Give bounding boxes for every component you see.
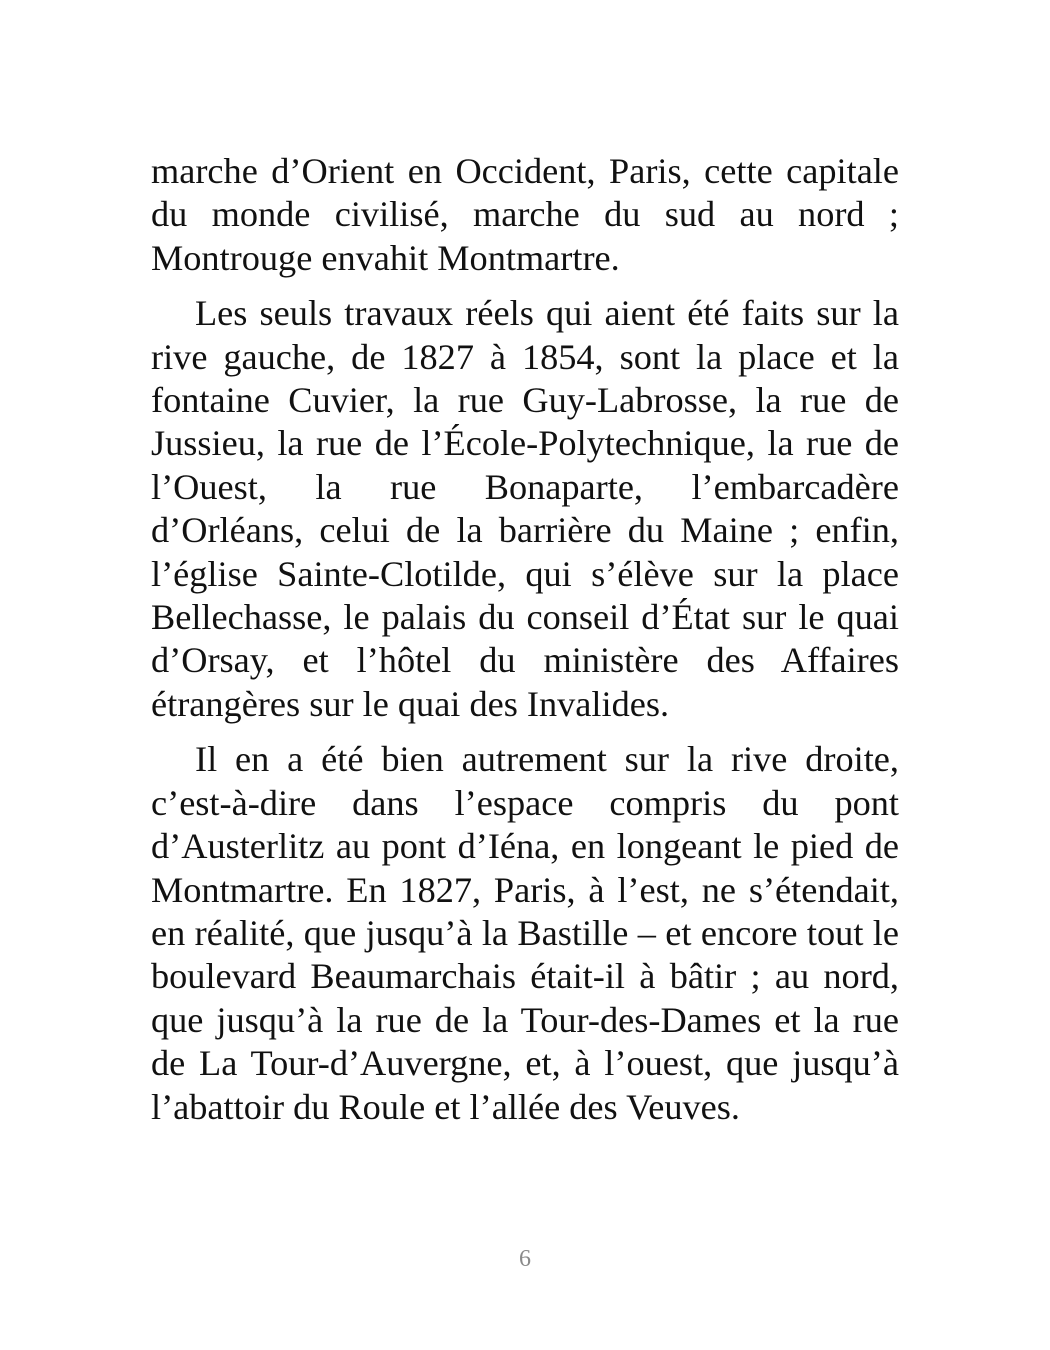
paragraph-continuation: marche d’Orient en Occident, Paris, cette capitale du monde civilisé, marche du sud au nord ; Montrouge envahit Montmartre. <box>151 151 899 278</box>
page-number: 6 <box>519 1246 531 1272</box>
paragraph-left-bank-works: Les seuls travaux réels qui aient été faits sur la rive gauche, de 1827 à 1854, sont la place et la fontaine Cuvier, la rue Guy-Labrosse, la rue de Jussieu, la rue de l’École-Polytechnique, la rue de l’Ouest, la rue Bonaparte, l’embarcadère d’Orléans, celui de la barrière du Maine ; enfin, l’église Sainte-Clotilde, qui s’élève sur la place Bellechasse, le palais du conseil d’État sur le quai d’Orsay, et l’hôtel du ministère des Affaires étrangères sur le quai des Invalides. <box>151 293 899 724</box>
paragraph-right-bank: Il en a été bien autrement sur la rive droite, c’est-à-dire dans l’espace compris du pont d’Austerlitz au pont d’Iéna, en longeant le pied de Montmartre. En 1827, Paris, à l’est, ne s’étendait, en réalité, que jusqu’à la Bastille – et encore tout le boulevard Beaumarchais était-il à bâtir ; au nord, que jusqu’à la rue de la Tour-des-Dames et la rue de La Tour-d’Auvergne, et, à l’ouest, que jusqu’à l’abattoir du Roule et l’allée des Veuves. <box>151 739 899 1127</box>
body-text <box>151 150 899 1129</box>
